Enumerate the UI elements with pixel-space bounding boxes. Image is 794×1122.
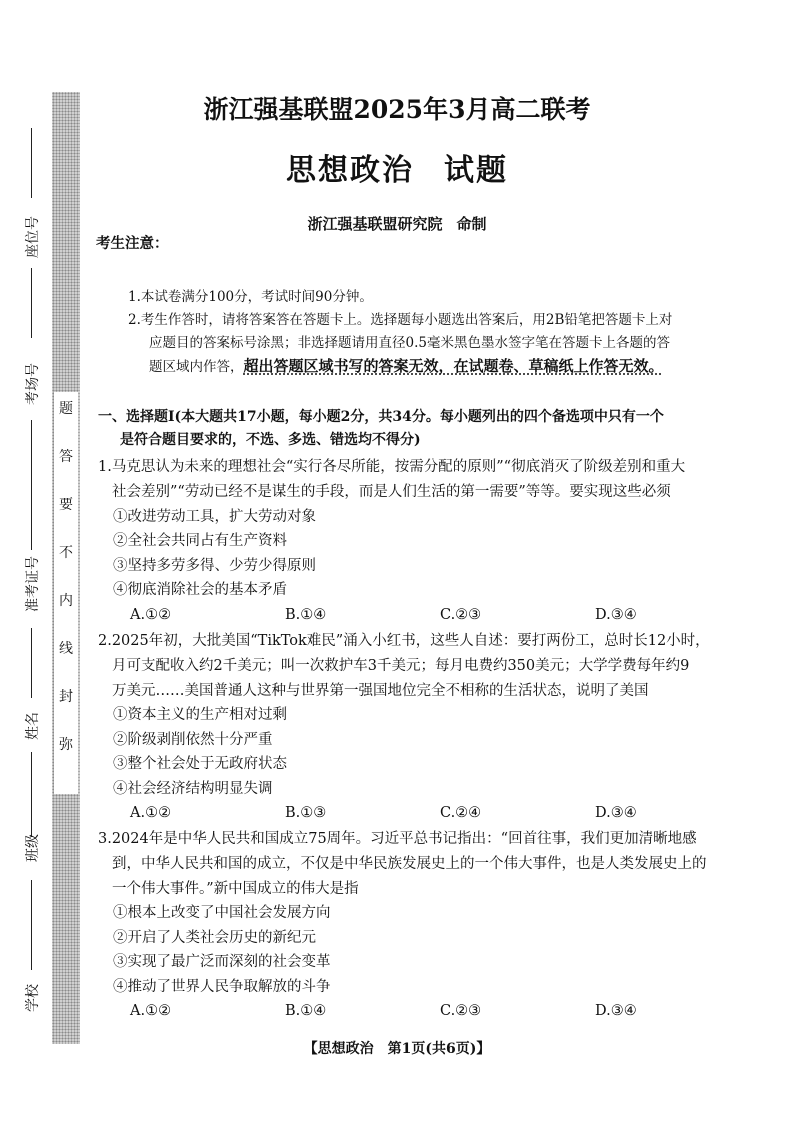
q3-item: ④推动了世界人民争取解放的斗争 [113,979,331,995]
q3-stem-line: 到，中华人民共和国的成立，不仅是中华民族发展史上的一个伟大事件，也是人类发展史上的 [112,856,707,872]
q3-item: ②开启了人类社会历史的新纪元 [113,930,316,946]
q3-option-a[interactable]: A.①② [130,1003,172,1019]
q1-stem-line: 社会差别”“劳动已经不是谋生的手段，而是人们生活的第一需要”等等。要实现这些必须 [112,484,671,500]
q2-stem-line: 万美元……美国普通人这种与世界第一强国地位完全不相称的生活状态，说明了美国 [112,683,649,699]
notice-line-2a: 2.考生作答时，请将答案答在答题卡上。选择题每小题选出答案后，用2B铅笔把答题卡上对 [128,312,673,328]
q1-item: ①改进劳动工具，扩大劳动对象 [113,509,316,525]
name-line[interactable] [31,628,32,698]
room-number-label: 考场号 [25,363,41,405]
seal-char: 封 [59,689,73,705]
seal-char: 不 [59,545,73,561]
seal-char: 答 [59,449,73,465]
seal-char: 弥 [59,737,73,753]
seal-char: 内 [59,593,73,609]
q3-item: ③实现了最广泛而深刻的社会变革 [113,954,331,970]
q1-item: ②全社会共同占有生产资料 [113,533,287,549]
subject-title [0,145,794,189]
class-label: 班级 [25,834,41,862]
section-heading-cont: 是符合题目要求的，不选、多选、错选均不得分) [120,432,421,448]
q2-option-d[interactable]: D.③④ [595,805,637,821]
author-line [0,213,794,234]
q3-stem-line: 一个伟大事件。”新中国成立的伟大是指 [112,881,359,897]
section-heading: 一、选择题Ⅰ(本大题共17小题，每小题2分，共34分。每小题列出的四个备选项中只有一个 [98,409,664,425]
q2-item: ②阶级剥削依然十分严重 [113,732,273,748]
q2-item: ①资本主义的生产相对过剩 [113,707,287,723]
q3-option-b[interactable]: B.①④ [285,1003,327,1019]
q3-item: ①根本上改变了中国社会发展方向 [113,905,331,921]
notice-line-2c [149,356,664,377]
exam-id-label: 准考证号 [25,556,41,612]
q1-item: ④彻底消除社会的基本矛盾 [113,582,287,598]
seat-number-label: 座位号 [25,216,41,258]
notice-emphasis: 超出答题区域书写的答案无效，在试题卷、草稿纸上作答无效。 [243,357,664,375]
seal-char: 线 [59,641,73,657]
q3-stem-line: 3.2024年是中华人民共和国成立75周年。习近平总书记指出：“回首往事，我们更加清晰地感 [98,831,697,847]
q1-stem-line: 1.马克思认为未来的理想社会“实行各尽所能，按需分配的原则”“彻底消灭了阶级差别和重大 [98,459,686,475]
q3-option-d[interactable]: D.③④ [595,1003,637,1019]
q1-option-c[interactable]: C.②③ [440,607,482,623]
school-line[interactable] [31,880,32,970]
author-role: 命制 [456,215,487,233]
exam-id-line[interactable] [31,420,32,550]
class-line[interactable] [31,752,32,837]
notice-heading: 考生注意： [96,236,169,252]
q1-option-a[interactable]: A.①② [130,607,172,623]
page-footer: 【思想政治 第1页(共6页)】 [303,1041,491,1057]
school-label: 学校 [25,984,41,1012]
paper-label: 试题 [444,153,508,188]
author-name: 浙江强基联盟研究院 [307,215,443,233]
q2-option-b[interactable]: B.①③ [285,805,327,821]
q1-item: ③坚持多劳多得、少劳少得原则 [113,558,316,574]
q1-option-b[interactable]: B.①④ [285,607,327,623]
notice-line-2b: 应题目的答案标号涂黑；非选择题请用直径0.5毫米黑色墨水签字笔在答题卡上各题的答 [149,335,670,351]
notice-line-2c-prefix: 题区域内作答， [149,359,244,375]
notice-line-1: 1.本试卷满分100分，考试时间90分钟。 [128,289,373,305]
room-number-line[interactable] [31,268,32,338]
name-label: 姓名 [25,712,41,740]
seal-char: 要 [59,497,73,513]
q2-item: ③整个社会处于无政府状态 [113,756,287,772]
q2-stem-line: 2.2025年初，大批美国“TikTok难民”涌入小红书，这些人自述：要打两份工，总时长12小时， [98,633,710,649]
q2-option-a[interactable]: A.①② [130,805,172,821]
exam-title: 浙江强基联盟2025年3月高二联考 [203,95,591,124]
q1-option-d[interactable]: D.③④ [595,607,637,623]
q2-option-c[interactable]: C.②④ [440,805,482,821]
q3-option-c[interactable]: C.②③ [440,1003,482,1019]
subject-name: 思想政治 [286,153,414,188]
q2-item: ④社会经济结构明显失调 [113,781,273,797]
seal-char: 题 [59,401,73,417]
q2-stem-line: 月可支配收入约2千美元；叫一次救护车3千美元；每月电费约350美元；大学学费每年约9 [112,658,690,674]
